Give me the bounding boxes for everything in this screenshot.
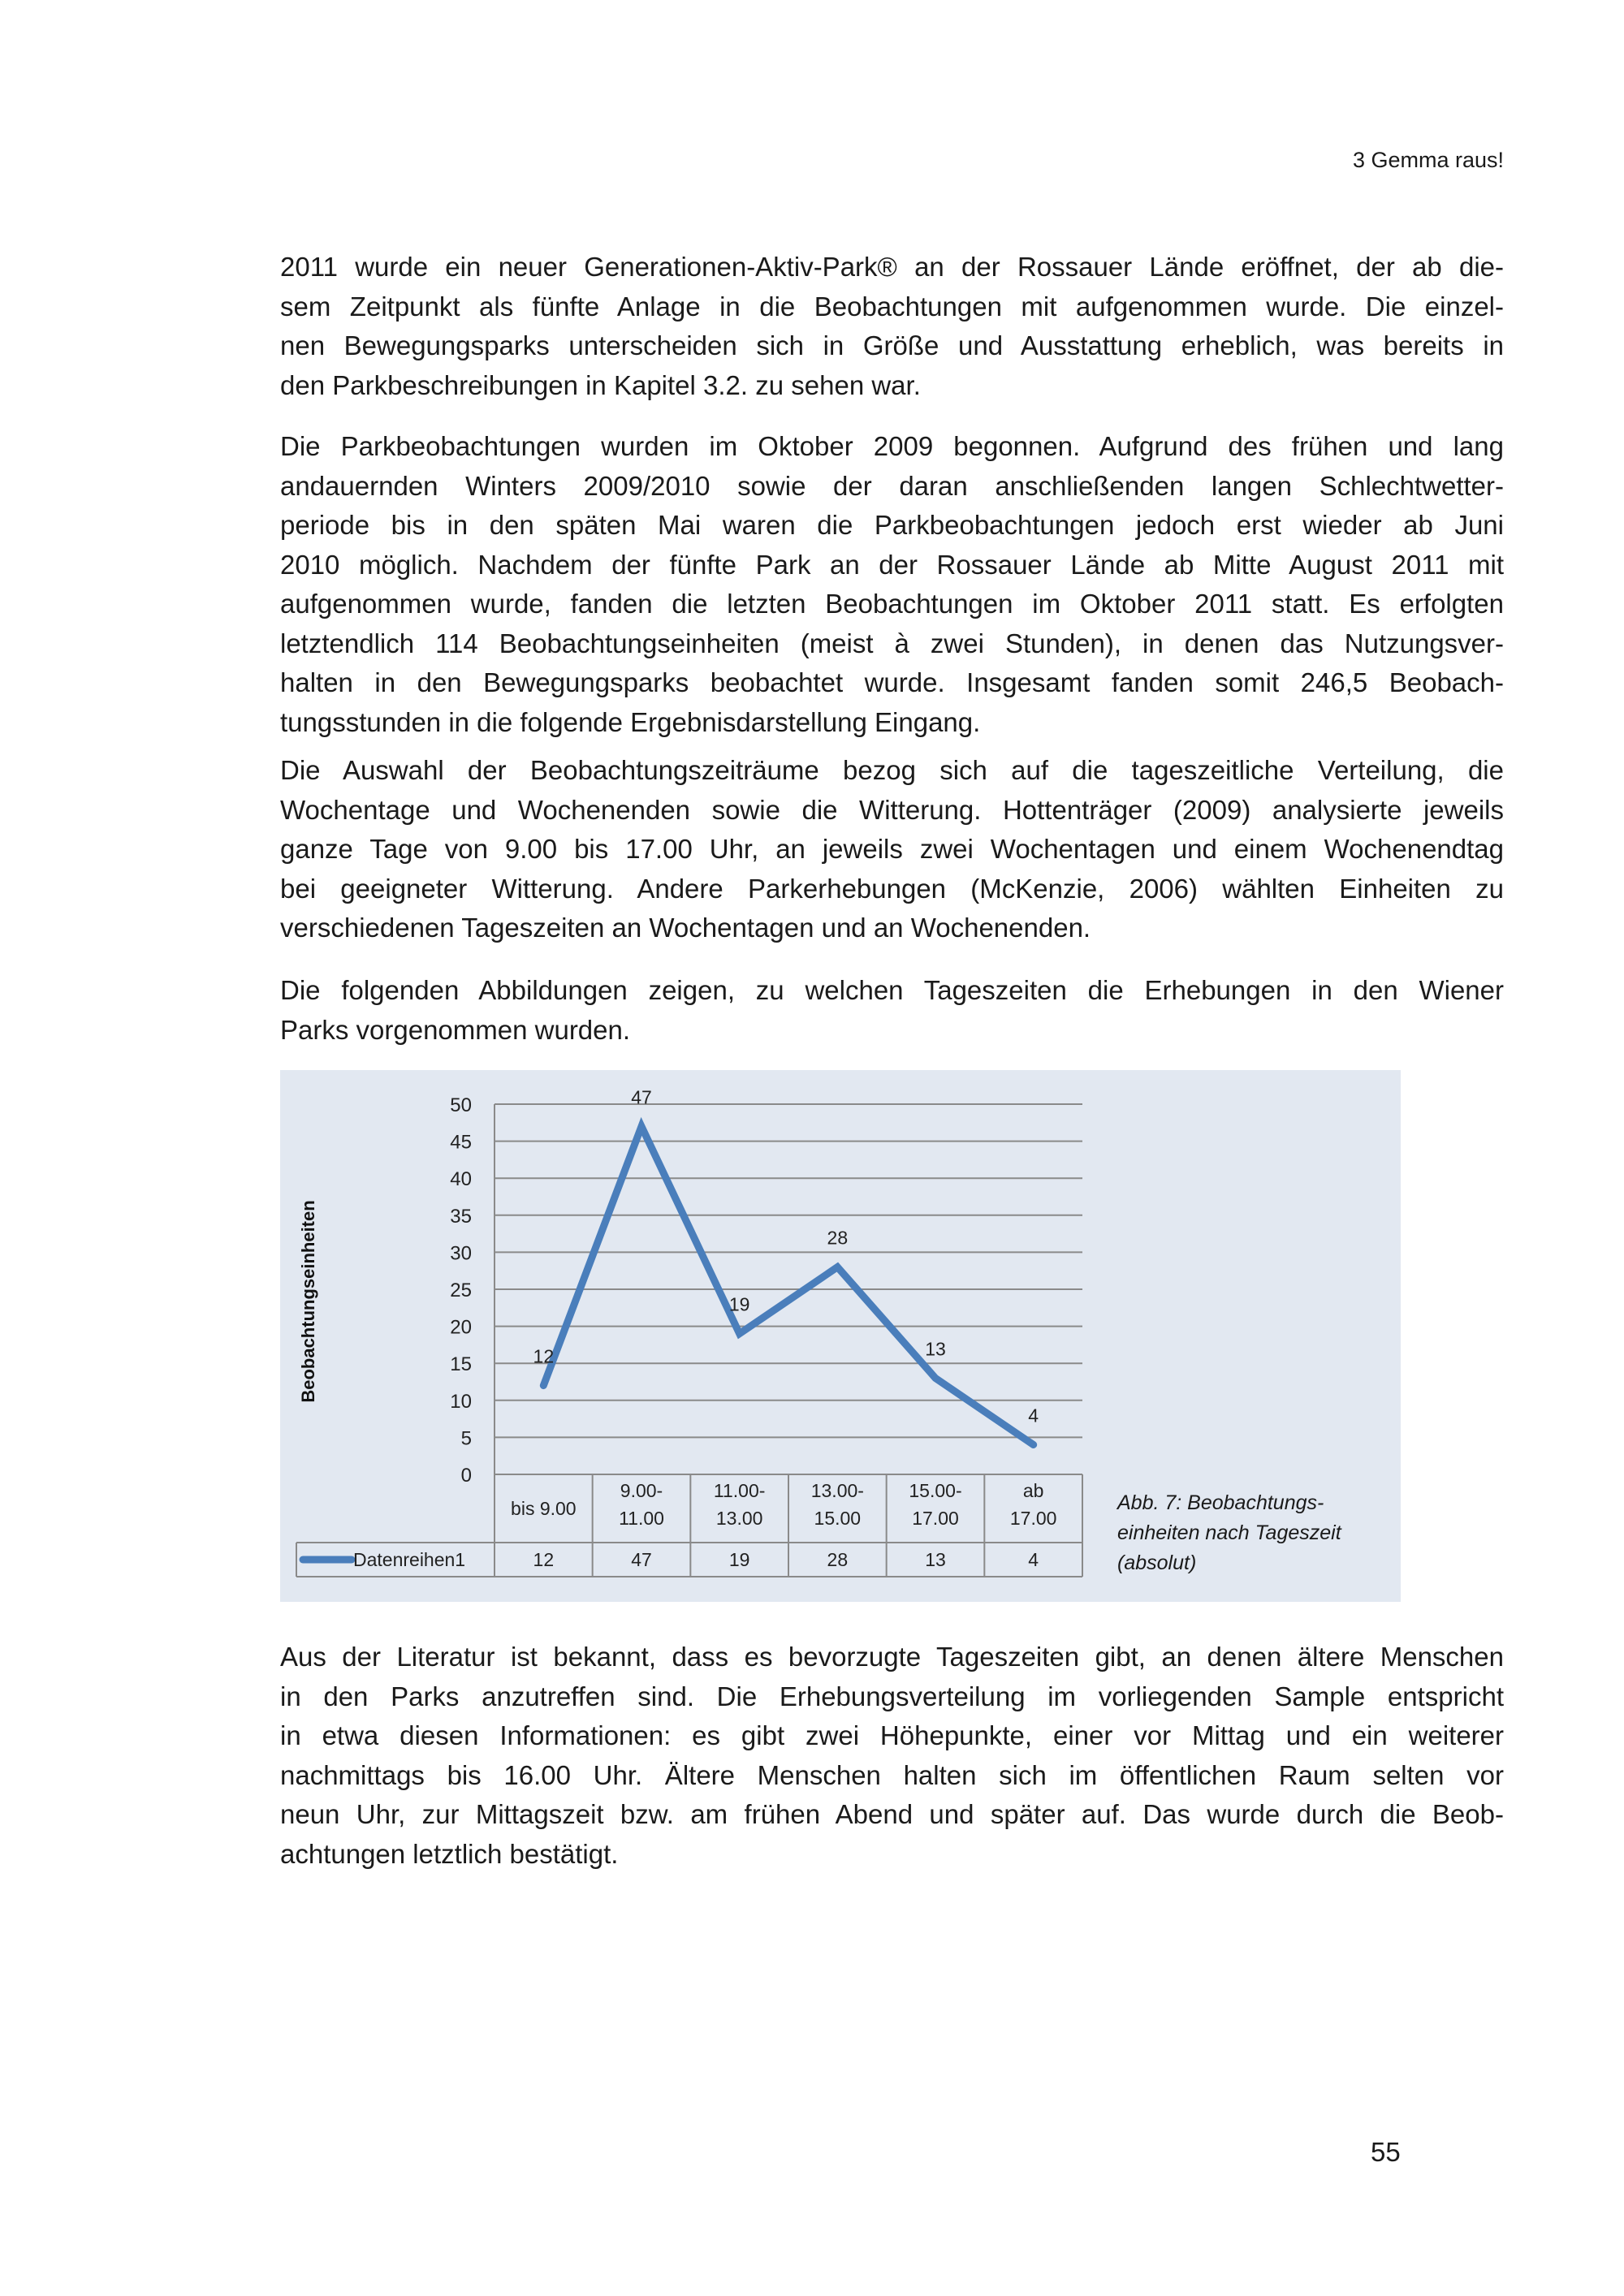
series-line xyxy=(543,1126,1033,1444)
y-tick-label: 10 xyxy=(450,1390,472,1413)
caption-line: (absolut) xyxy=(1117,1552,1197,1574)
y-tick-label: 0 xyxy=(460,1465,472,1487)
paragraph-line: 2011 wurde ein neuer Generationen-Aktiv-Park® an der Rossauer Lände eröffnet, der ab die- xyxy=(280,252,1504,282)
x-category-label: 15.00- xyxy=(909,1480,962,1501)
table-value: 13 xyxy=(925,1549,946,1570)
body-paragraph xyxy=(280,751,1504,948)
y-tick-label: 25 xyxy=(450,1280,472,1301)
table-value: 4 xyxy=(1028,1549,1039,1570)
paragraph-line: letztendlich 114 Beobachtungseinheiten (meist à zwei Stunden), in denen das Nutzungsver- xyxy=(280,628,1504,658)
table-value: 47 xyxy=(631,1549,652,1570)
x-category-label: 11.00- xyxy=(713,1480,766,1501)
paragraph-line: Parks vorgenommen wurden. xyxy=(280,1014,631,1045)
table-value: 28 xyxy=(827,1549,849,1570)
body-paragraph xyxy=(280,1638,1504,1874)
data-label: 28 xyxy=(827,1227,849,1249)
paragraph-line: aufgenommen wurde, fanden die letzten Beobachtungen im Oktober 2011 statt. Es erfolgten xyxy=(280,589,1504,619)
data-label: 12 xyxy=(533,1345,555,1367)
y-tick-label: 45 xyxy=(450,1131,472,1154)
paragraph-line: achtungen letztlich bestätigt. xyxy=(280,1838,619,1869)
paragraph-line: nachmittags bis 16.00 Uhr. Ältere Menschen halten sich im öffentlichen Raum selten vor xyxy=(280,1759,1504,1790)
paragraph-line: andauernden Winters 2009/2010 sowie der daran anschließenden langen Schlechtwetter- xyxy=(280,470,1504,501)
paragraph-line: halten in den Bewegungsparks beobachtet wurde. Insgesamt fanden somit 246,5 Beobach- xyxy=(280,667,1504,697)
y-tick-label: 20 xyxy=(450,1316,472,1339)
table-value: 19 xyxy=(728,1549,750,1570)
body-paragraph xyxy=(280,248,1504,405)
paragraph-line: tungsstunden in die folgende Ergebnisdarstellung Eingang. xyxy=(280,706,981,737)
paragraph-line: Wochentage und Wochenenden sowie die Witterung. Hottenträger (2009) analysierte jeweils xyxy=(280,794,1504,825)
paragraph-line: in etwa diesen Informationen: es gibt zwei Höhepunkte, einer vor Mittag und ein weiterer xyxy=(280,1720,1504,1750)
figure-caption xyxy=(1117,1488,1341,1578)
paragraph-line: Aus der Literatur ist bekannt, dass es bevorzugte Tageszeiten gibt, an denen ältere Menschen xyxy=(280,1642,1504,1672)
data-point xyxy=(737,1331,742,1336)
data-point xyxy=(933,1375,938,1380)
x-category-label: 13.00 xyxy=(715,1508,763,1529)
x-category-label: 15.00 xyxy=(814,1508,862,1529)
table-value: 12 xyxy=(533,1549,555,1570)
x-category-label: 9.00- xyxy=(620,1480,663,1501)
legend-label: Datenreihen1 xyxy=(353,1549,466,1570)
paragraph-line: in den Parks anzutreffen sind. Die Erhebungsverteilung im vorliegenden Sample entspricht xyxy=(280,1681,1504,1711)
caption-line: einheiten nach Tageszeit xyxy=(1117,1521,1341,1544)
data-label: 4 xyxy=(1028,1405,1039,1426)
y-tick-label: 40 xyxy=(450,1168,472,1191)
data-point xyxy=(835,1265,840,1270)
figure-chart xyxy=(280,1070,1401,1602)
y-tick-label: 30 xyxy=(450,1242,472,1265)
paragraph-line: neun Uhr, zur Mittagszeit bzw. am frühen Abend und später auf. Das wurde durch die Beob- xyxy=(280,1799,1504,1829)
x-category-label: 17.00 xyxy=(1009,1508,1057,1529)
running-title: 3 Gemma raus! xyxy=(1352,148,1504,172)
paragraph-line: 2010 möglich. Nachdem der fünfte Park an der Rossauer Lände ab Mitte August 2011 mit xyxy=(280,549,1504,580)
paragraph-line: Die folgenden Abbildungen zeigen, zu welchen Tageszeiten die Erhebungen in den Wiener xyxy=(280,975,1504,1005)
data-point xyxy=(639,1124,644,1129)
y-tick-label: 35 xyxy=(450,1205,472,1228)
paragraph-line: sem Zeitpunkt als fünfte Anlage in die Beobachtungen mit aufgenommen wurde. Die einzel- xyxy=(280,291,1504,322)
y-tick-label: 5 xyxy=(460,1427,472,1450)
paragraph-line: bei geeigneter Witterung. Andere Parkerhebungen (McKenzie, 2006) wählten Einheiten zu xyxy=(280,873,1504,904)
y-tick-label: 50 xyxy=(450,1094,472,1116)
x-category-label: 17.00 xyxy=(912,1508,959,1529)
paragraph-line: Die Parkbeobachtungen wurden im Oktober 2009 begonnen. Aufgrund des frühen und lang xyxy=(280,431,1504,461)
page-number: 55 xyxy=(1371,2137,1401,2167)
x-category-label: 11.00 xyxy=(619,1508,664,1529)
x-category-label: bis 9.00 xyxy=(511,1498,577,1519)
body-paragraph xyxy=(280,427,1504,742)
paragraph-line: periode bis in den späten Mai waren die Parkbeobachtungen jedoch erst wieder ab Juni xyxy=(280,510,1504,540)
x-category-label: ab xyxy=(1022,1480,1044,1501)
data-label: 13 xyxy=(925,1338,946,1360)
data-point xyxy=(541,1383,546,1388)
paragraph-line: verschiedenen Tageszeiten an Wochentagen und an Wochenenden. xyxy=(280,913,1091,943)
y-axis-title: Beobachtungseinheiten xyxy=(298,1200,318,1403)
data-point xyxy=(1031,1443,1036,1448)
paragraph-line: nen Bewegungsparks unterscheiden sich in Größe und Ausstattung erheblich, was bereits in xyxy=(280,330,1504,360)
body-paragraph xyxy=(280,971,1504,1050)
data-label: 47 xyxy=(631,1086,652,1108)
paragraph-line: den Parkbeschreibungen in Kapitel 3.2. zu sehen war. xyxy=(280,369,921,400)
y-tick-label: 15 xyxy=(450,1353,472,1376)
x-category-label: 13.00- xyxy=(810,1480,864,1501)
paragraph-line: ganze Tage von 9.00 bis 17.00 Uhr, an jeweils zwei Wochentagen und einem Wochenendtag xyxy=(280,834,1504,864)
data-label: 19 xyxy=(728,1293,750,1315)
paragraph-line: Die Auswahl der Beobachtungszeiträume bezog sich auf die tageszeitliche Verteilung, die xyxy=(280,755,1504,785)
caption-line: Abb. 7: Beobachtungs- xyxy=(1117,1491,1324,1514)
